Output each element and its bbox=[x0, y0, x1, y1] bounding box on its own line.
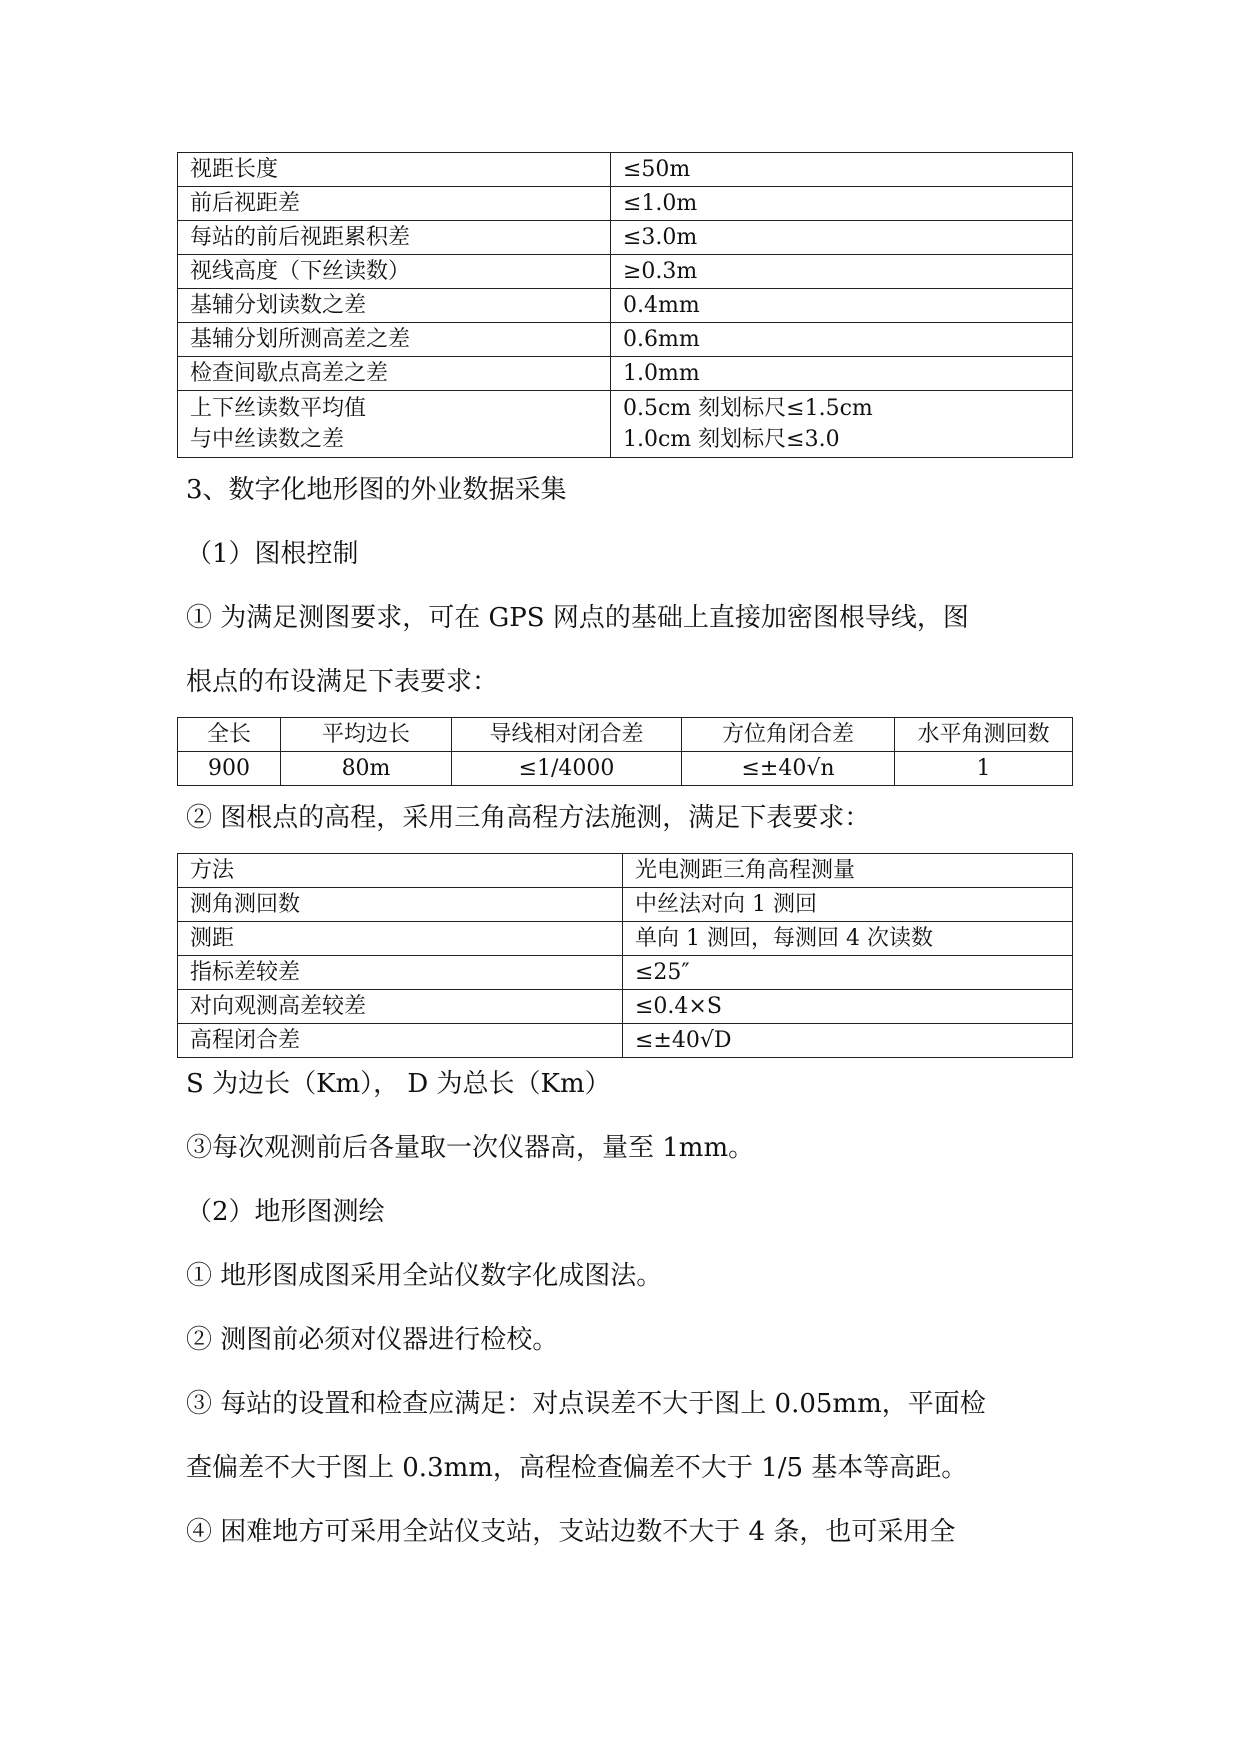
table-cell: 前后视距差 bbox=[178, 187, 611, 221]
table-row bbox=[178, 221, 1073, 255]
table-cell bbox=[611, 391, 1073, 458]
table-header-row bbox=[178, 718, 1073, 752]
table-cell: 高程闭合差 bbox=[178, 1024, 623, 1058]
table-cell: 80m bbox=[281, 752, 452, 786]
table-header-cell: 全长 bbox=[178, 718, 281, 752]
table-note: S 为边长（Km）， D 为总长（Km） bbox=[186, 1069, 611, 1099]
table-cell: 视距长度 bbox=[178, 153, 611, 187]
table-row bbox=[178, 391, 1073, 458]
table-row bbox=[178, 888, 1073, 922]
table-cell: 每站的前后视距累积差 bbox=[178, 221, 611, 255]
table-cell: 测角测回数 bbox=[178, 888, 623, 922]
paragraph: ② 图根点的高程，采用三角高程方法施测，满足下表要求： bbox=[186, 803, 871, 833]
table-cell: ≤1.0m bbox=[611, 187, 1073, 221]
table-row bbox=[178, 153, 1073, 187]
cell-line: 与中丝读数之差 bbox=[190, 427, 345, 452]
cell-line: 0.5cm 刻划标尺≤1.5cm bbox=[623, 396, 873, 421]
leveling-spec-table bbox=[177, 152, 1073, 458]
table-header-cell: 平均边长 bbox=[281, 718, 452, 752]
table-cell: ≤3.0m bbox=[611, 221, 1073, 255]
table-row bbox=[178, 357, 1073, 391]
table-cell: 单向 1 测回，每测回 4 次读数 bbox=[623, 922, 1073, 956]
table-cell: ≤25″ bbox=[623, 956, 1073, 990]
table-cell: 对向观测高差较差 bbox=[178, 990, 623, 1024]
paragraph: ③每次观测前后各量取一次仪器高，量至 1mm。 bbox=[186, 1133, 755, 1163]
table-row bbox=[178, 956, 1073, 990]
table-row bbox=[178, 255, 1073, 289]
table-cell: ≤1/4000 bbox=[452, 752, 682, 786]
table-cell: 测距 bbox=[178, 922, 623, 956]
table-header-cell: 方位角闭合差 bbox=[682, 718, 895, 752]
table-cell: 基辅分划读数之差 bbox=[178, 289, 611, 323]
table-cell: 指标差较差 bbox=[178, 956, 623, 990]
paragraph: ① 地形图成图采用全站仪数字化成图法。 bbox=[186, 1261, 663, 1291]
table-cell: 1.0mm bbox=[611, 357, 1073, 391]
table-cell: 方法 bbox=[178, 854, 623, 888]
table-row bbox=[178, 323, 1073, 357]
table-header-cell: 导线相对闭合差 bbox=[452, 718, 682, 752]
traverse-spec-table bbox=[177, 717, 1073, 786]
section-heading: 3、数字化地形图的外业数据采集 bbox=[186, 475, 567, 505]
table-cell: 0.6mm bbox=[611, 323, 1073, 357]
table-cell: 0.4mm bbox=[611, 289, 1073, 323]
table-row bbox=[178, 752, 1073, 786]
paragraph: 查偏差不大于图上 0.3mm，高程检查偏差不大于 1/5 基本等高距。 bbox=[186, 1453, 968, 1483]
table-cell: 900 bbox=[178, 752, 281, 786]
table-cell: 1 bbox=[895, 752, 1073, 786]
table-row bbox=[178, 854, 1073, 888]
table-header-cell: 水平角测回数 bbox=[895, 718, 1073, 752]
table-cell: 基辅分划所测高差之差 bbox=[178, 323, 611, 357]
paragraph: 根点的布设满足下表要求： bbox=[186, 667, 499, 697]
table-cell: ≤0.4×S bbox=[623, 990, 1073, 1024]
table-cell: ≤50m bbox=[611, 153, 1073, 187]
table-cell: 检查间歇点高差之差 bbox=[178, 357, 611, 391]
table-row bbox=[178, 1024, 1073, 1058]
paragraph: ④ 困难地方可采用全站仪支站，支站边数不大于 4 条，也可采用全 bbox=[186, 1517, 956, 1547]
table-row bbox=[178, 922, 1073, 956]
subsection-heading: （2）地形图测绘 bbox=[186, 1197, 385, 1227]
table-cell: ≤±40√D bbox=[623, 1024, 1073, 1058]
table-cell: 中丝法对向 1 测回 bbox=[623, 888, 1073, 922]
table-row bbox=[178, 187, 1073, 221]
paragraph: ③ 每站的设置和检查应满足：对点误差不大于图上 0.05mm，平面检 bbox=[186, 1389, 986, 1419]
table-cell bbox=[178, 391, 611, 458]
table-cell: 视线高度（下丝读数） bbox=[178, 255, 611, 289]
table-cell: 光电测距三角高程测量 bbox=[623, 854, 1073, 888]
cell-line: 上下丝读数平均值 bbox=[190, 396, 367, 421]
table-cell: ≥0.3m bbox=[611, 255, 1073, 289]
table-cell: ≤±40√n bbox=[682, 752, 895, 786]
table-row bbox=[178, 990, 1073, 1024]
cell-line: 1.0cm 刻划标尺≤3.0 bbox=[623, 427, 840, 452]
subsection-heading: （1）图根控制 bbox=[186, 539, 359, 569]
trig-height-spec-table bbox=[177, 853, 1073, 1058]
table-row bbox=[178, 289, 1073, 323]
paragraph: ① 为满足测图要求，可在 GPS 网点的基础上直接加密图根导线，图 bbox=[186, 603, 969, 633]
paragraph: ② 测图前必须对仪器进行检校。 bbox=[186, 1325, 559, 1355]
